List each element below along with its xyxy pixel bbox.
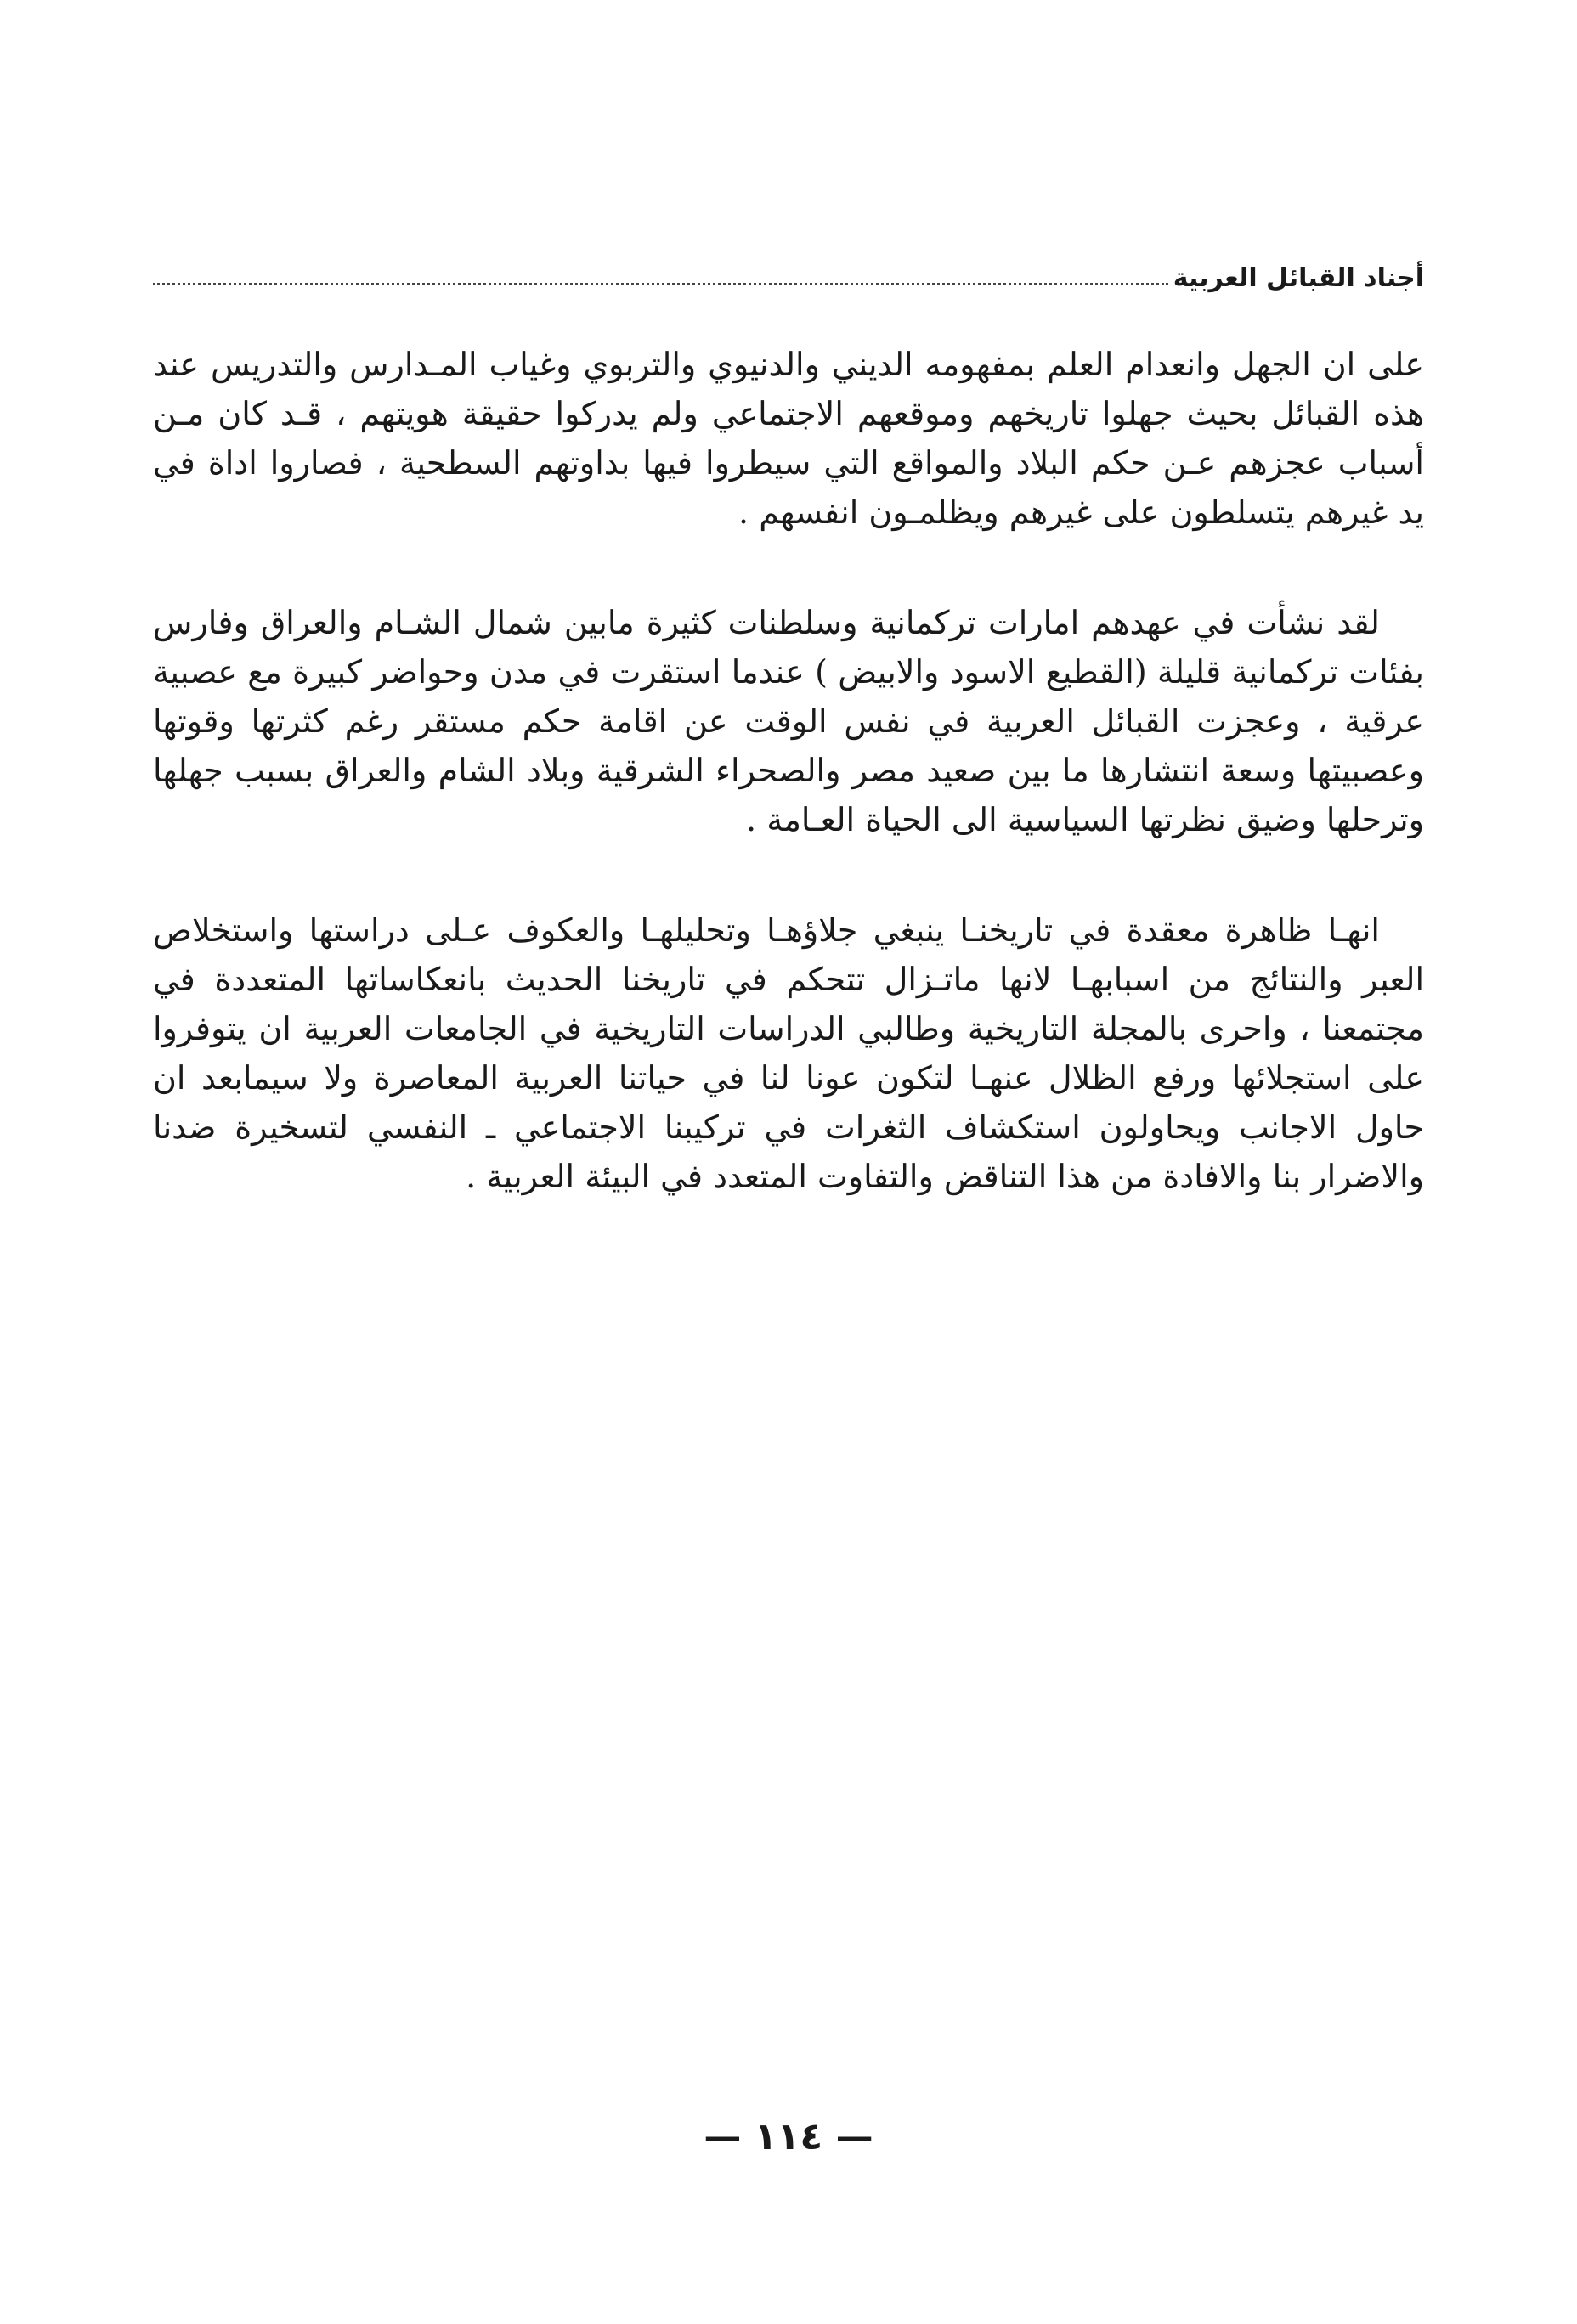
paragraph-2: لقد نشأت في عهدهم امارات تركمانية وسلطنات كثيرة مابين شمال الشـام والعراق وفارس بفئات تركمانية قليلة (القطيع الاسود والابيض ) عندما استقرت في مدن وحواضر كبيرة مع عصبية عرقية ، وعجزت القبائل العربية في نفس الوقت عن اقامة حكم مستقر رغم كثرتها وقوتها وعصبيتها وسعة انتشارها ما بين صعيد مصر والصحراء الشرقية وبلاد الشام والعراق بسبب جهلها وترحلها وضيق نظرتها السياسية الى الحياة العـامة . (153, 604, 1424, 838)
header-dotted-leader (153, 283, 1168, 285)
paragraph-3: انهـا ظاهرة معقدة في تاريخنـا ينبغي جلاؤهـا وتحليلهـا والعكوف عـلى دراستها واستخلاص العبر والنتائج من اسبابهـا لانها ماتـزال تتحكم في تاريخنا الحديث بانعكاساتها المتعددة في مجتمعنا ، واحرى بالمجلة التاريخية وطالبي الدراسات التاريخية في الجامعات العربية ان يتوفروا على استجلائها ورفع الظلال عنهـا لتكون عونا لنا في حياتنا العربية المعاصرة ولا سيمابعد ان حاول الاجانب ويحاولون استكشاف الثغرات في تركيبنا الاجتماعي ـ النفسي لتسخيرة ضدنا والاضرار بنا والافادة من هذا التناقض والتفاوت المتعدد في البيئة العربية . (153, 911, 1424, 1195)
running-header (153, 246, 1424, 294)
paragraph-1: على ان الجهل وانعدام العلم بمفهومه الديني والدنيوي والتربوي وغياب المـدارس والتدريس عند هذه القبائل بحيث جهلوا تاريخهم وموقعهم الاجتماعي ولم يدركوا حقيقة هويتهم ، قـد كان مـن أسباب عجزهم عـن حكم البلاد والمواقع التي سيطروا فيها بداوتهم السطحية ، فصاروا اداة في يد غيرهم يتسلطون على غيرهم ويظلمـون انفسهم . (153, 346, 1424, 531)
page-number: — ١١٤ — (704, 2115, 873, 2158)
page-body (153, 340, 1424, 1262)
running-title: أجناد القبائل العربية (1173, 263, 1424, 293)
